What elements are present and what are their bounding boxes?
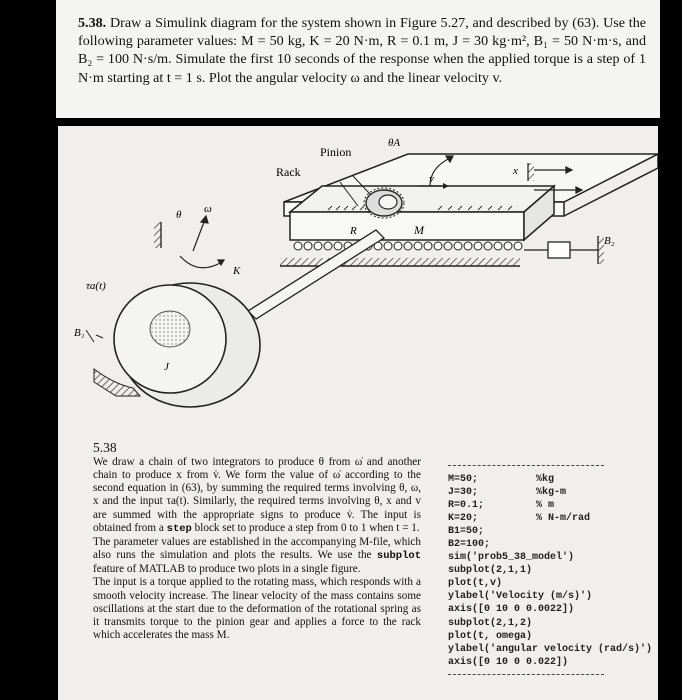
radius-label: R [350, 225, 357, 237]
code-statement: K=20; [448, 513, 479, 525]
code-comment: %kg [536, 474, 555, 485]
theta-a-label: θA [388, 137, 401, 149]
solution-paragraph-1 [93, 456, 421, 536]
code-statement: plot(t,v) [448, 578, 503, 590]
solution-area [58, 126, 658, 700]
code-line [448, 617, 604, 630]
code-statement: M=50; [448, 474, 479, 485]
b2-label: B₂ [604, 235, 615, 247]
solution-heading: 5.38 [93, 440, 117, 455]
code-top-rule [448, 465, 604, 466]
problem-statement [56, 0, 660, 118]
p2-code: subplot [376, 550, 422, 563]
p1-after: block set to produce a step from 0 to 1 when t = 1. [194, 521, 420, 534]
problem-text: Draw a Simulink diagram for the system shown in Figure 5.27, and described by (63). Use the following parameter values: M = 50 kg, K = 20 N·m, R = 0.1 m, J = 30 kg·m², B₁ = 50 N·m·s, and B₂ = 100 N·s/m. Simulate the first 10 seconds of the response when the applied torque is a step of 1 N·m starting at t = 1 s. Plot the angular velocity ω and the linear velocity v. [78, 15, 646, 86]
code-line [448, 590, 604, 603]
p1-code: step [166, 522, 192, 535]
code-line [448, 577, 604, 590]
code-statement: subplot(2,1,1) [448, 565, 533, 577]
code-statement: B1=50; [448, 526, 485, 538]
code-line [448, 512, 604, 525]
torque-label: τa(t) [86, 280, 106, 292]
code-line [448, 643, 653, 656]
code-statement: ylabel('Velocity (m/s)') [448, 591, 593, 603]
matlab-code-block [448, 473, 653, 669]
p1-before: We draw a chain of two integrators to produce θ from ω̇ and another chain to produce x from v̇. We form the value of ω̇ according to the second equation in (63), by summing the required terms involving θ, ω, x and the input τa(t). Similarly, the required terms involving θ, x and v are summed with the appropriate signs to produce v̇. The input is obtained from a [93, 456, 421, 534]
code-line [448, 486, 604, 499]
rack-label: Rack [276, 165, 301, 179]
code-line [448, 630, 604, 643]
solution-paragraph-3: The input is a torque applied to the rotating mass, which responds with a smooth velocity increase. The linear velocity of the mass contains some oscillations at the start due to the deformation of the rotational spring as it transmits torque to the pinion gear and applies a force to the rack which accelerates the mass M. [93, 576, 421, 642]
code-comment: % m [536, 500, 555, 512]
k-label: K [233, 265, 241, 277]
code-bottom-rule [448, 674, 604, 675]
code-line [448, 525, 604, 538]
p2-after: feature of MATLAB to produce two plots in a single figure. [93, 563, 361, 576]
solution-paragraph-2 [93, 536, 421, 576]
j-label: J [164, 361, 169, 373]
code-line [448, 656, 604, 669]
omega-label: ω [204, 203, 212, 215]
code-statement: R=0.1; [448, 500, 485, 512]
code-statement: axis([0 10 0 0.0022]) [448, 604, 575, 616]
code-comment: % N-m/rad [536, 513, 591, 525]
v-label: v [429, 173, 434, 185]
code-comment: %kg-m [536, 487, 567, 499]
code-line [448, 564, 604, 577]
b1-label: B₁ [74, 327, 85, 339]
x-label: x [513, 165, 518, 177]
code-statement: sim('prob5_38_model') [448, 552, 575, 564]
code-line [448, 551, 604, 564]
theta-label: θ [176, 209, 182, 221]
code-line [448, 473, 604, 486]
code-statement: plot(t, omega) [448, 630, 533, 642]
pinion-label: Pinion [320, 145, 352, 159]
code-statement: ylabel('angular velocity (rad/s)') [448, 643, 653, 655]
code-statement: subplot(2,1,2) [448, 617, 533, 629]
problem-number: 5.38. [78, 15, 107, 31]
problem-paragraph [78, 14, 646, 87]
p2-before: The parameter values are established in the accompanying M-file, which also runs the simulation and plots the results. We use the [93, 535, 421, 562]
code-statement: B2=100; [448, 539, 491, 551]
code-statement: J=30; [448, 487, 479, 499]
code-line [448, 538, 604, 551]
mass-label: M [414, 223, 424, 237]
code-line [448, 603, 604, 616]
code-line [448, 499, 604, 512]
code-statement: axis([0 10 0 0.022]) [448, 656, 569, 668]
solution-text [93, 456, 421, 642]
